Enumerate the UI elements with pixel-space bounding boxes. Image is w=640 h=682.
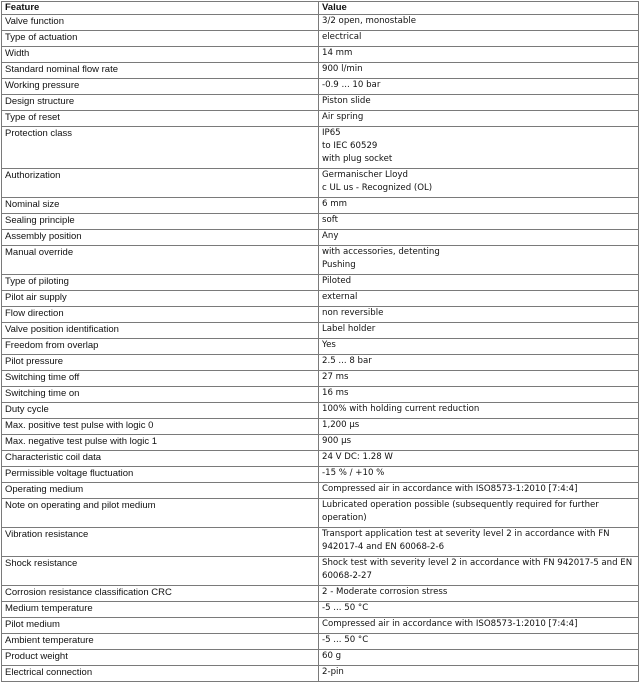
spec-table xyxy=(1,1,639,682)
feature-cell: Protection class xyxy=(2,127,319,169)
value-cell xyxy=(319,403,639,419)
value-line: c UL us - Recognized (OL) xyxy=(322,183,433,193)
table-row xyxy=(2,169,639,198)
value-cell xyxy=(319,246,639,275)
value-line: 60068-2-27 xyxy=(322,571,372,581)
value-line: 14 mm xyxy=(322,48,353,58)
value-line: Germanischer Lloyd xyxy=(322,170,408,180)
value-line: Air spring xyxy=(322,112,364,122)
value-cell xyxy=(319,499,639,528)
value-cell xyxy=(319,339,639,355)
table-row xyxy=(2,403,639,419)
feature-cell: Medium temperature xyxy=(2,602,319,618)
value-line: operation) xyxy=(322,513,367,523)
value-line: 900 µs xyxy=(322,436,352,446)
value-cell xyxy=(319,618,639,634)
value-cell xyxy=(319,355,639,371)
feature-cell: Valve position identification xyxy=(2,323,319,339)
value-line: -15 % / +10 % xyxy=(322,468,385,478)
feature-cell: Shock resistance xyxy=(2,557,319,586)
table-row xyxy=(2,467,639,483)
value-line: Any xyxy=(322,231,339,241)
value-line: -5 ... 50 °C xyxy=(322,603,369,613)
table-row xyxy=(2,198,639,214)
feature-cell: Manual override xyxy=(2,246,319,275)
table-row xyxy=(2,451,639,467)
feature-cell: Electrical connection xyxy=(2,666,319,682)
feature-cell: Switching time off xyxy=(2,371,319,387)
value-cell xyxy=(319,214,639,230)
value-line: Yes xyxy=(322,340,336,350)
table-row xyxy=(2,15,639,31)
table-row xyxy=(2,650,639,666)
value-line: 2.5 ... 8 bar xyxy=(322,356,372,366)
feature-cell: Type of piloting xyxy=(2,275,319,291)
table-row xyxy=(2,371,639,387)
table-row xyxy=(2,95,639,111)
feature-cell: Vibration resistance xyxy=(2,528,319,557)
table-row xyxy=(2,31,639,47)
table-row xyxy=(2,387,639,403)
feature-cell: Max. negative test pulse with logic 1 xyxy=(2,435,319,451)
value-line: 16 ms xyxy=(322,388,349,398)
value-line: 3/2 open, monostable xyxy=(322,16,417,26)
table-row xyxy=(2,419,639,435)
feature-cell: Duty cycle xyxy=(2,403,319,419)
feature-cell: Pilot air supply xyxy=(2,291,319,307)
feature-cell: Note on operating and pilot medium xyxy=(2,499,319,528)
table-row xyxy=(2,483,639,499)
value-cell xyxy=(319,111,639,127)
value-cell xyxy=(319,387,639,403)
feature-cell: Working pressure xyxy=(2,79,319,95)
table-row xyxy=(2,275,639,291)
table-row xyxy=(2,618,639,634)
value-line: Lubricated operation possible (subsequently required for further xyxy=(322,500,599,510)
value-cell xyxy=(319,127,639,169)
table-row xyxy=(2,528,639,557)
value-line: 900 l/min xyxy=(322,64,363,74)
value-line: 100% with holding current reduction xyxy=(322,404,480,414)
feature-cell: Standard nominal flow rate xyxy=(2,63,319,79)
table-row xyxy=(2,291,639,307)
value-line: 2 - Moderate corrosion stress xyxy=(322,587,448,597)
table-row xyxy=(2,355,639,371)
table-row xyxy=(2,339,639,355)
table-row xyxy=(2,586,639,602)
table-row xyxy=(2,435,639,451)
feature-cell: Type of reset xyxy=(2,111,319,127)
feature-cell: Switching time on xyxy=(2,387,319,403)
value-line: with plug socket xyxy=(322,154,393,164)
feature-cell: Corrosion resistance classification CRC xyxy=(2,586,319,602)
value-line: Transport application test at severity level 2 in accordance with FN xyxy=(322,529,610,539)
value-cell xyxy=(319,467,639,483)
value-cell xyxy=(319,586,639,602)
table-row xyxy=(2,499,639,528)
table-row xyxy=(2,47,639,63)
value-line: Compressed air in accordance with ISO8573-1:2010 [7:4:4] xyxy=(322,619,578,629)
value-cell xyxy=(319,666,639,682)
table-row xyxy=(2,557,639,586)
table-row xyxy=(2,666,639,682)
table-row xyxy=(2,111,639,127)
value-column-header: Value xyxy=(319,2,639,15)
feature-cell: Type of actuation xyxy=(2,31,319,47)
value-line: 6 mm xyxy=(322,199,347,209)
feature-cell: Authorization xyxy=(2,169,319,198)
table-row xyxy=(2,79,639,95)
value-line: Piston slide xyxy=(322,96,371,106)
value-cell xyxy=(319,483,639,499)
feature-cell: Valve function xyxy=(2,15,319,31)
value-line: Shock test with severity level 2 in accordance with FN 942017-5 and EN xyxy=(322,558,633,568)
feature-cell: Ambient temperature xyxy=(2,634,319,650)
value-cell xyxy=(319,31,639,47)
value-line: electrical xyxy=(322,32,362,42)
value-cell xyxy=(319,275,639,291)
value-line: -5 ... 50 °C xyxy=(322,635,369,645)
table-row xyxy=(2,214,639,230)
value-line: 27 ms xyxy=(322,372,349,382)
value-cell xyxy=(319,63,639,79)
feature-cell: Permissible voltage fluctuation xyxy=(2,467,319,483)
value-line: Pushing xyxy=(322,260,356,270)
feature-cell: Characteristic coil data xyxy=(2,451,319,467)
feature-cell: Operating medium xyxy=(2,483,319,499)
value-line: 24 V DC: 1.28 W xyxy=(322,452,393,462)
feature-cell: Max. positive test pulse with logic 0 xyxy=(2,419,319,435)
value-cell xyxy=(319,602,639,618)
table-row xyxy=(2,323,639,339)
value-cell xyxy=(319,198,639,214)
value-line: 942017-4 and EN 60068-2-6 xyxy=(322,542,445,552)
value-cell xyxy=(319,419,639,435)
value-line: Label holder xyxy=(322,324,376,334)
value-line: 60 g xyxy=(322,651,342,661)
feature-cell: Sealing principle xyxy=(2,214,319,230)
value-cell xyxy=(319,451,639,467)
value-cell xyxy=(319,95,639,111)
value-cell xyxy=(319,230,639,246)
value-line: IP65 xyxy=(322,128,341,138)
feature-cell: Flow direction xyxy=(2,307,319,323)
value-cell xyxy=(319,557,639,586)
table-row xyxy=(2,63,639,79)
value-cell xyxy=(319,79,639,95)
value-line: external xyxy=(322,292,358,302)
table-row xyxy=(2,634,639,650)
value-cell xyxy=(319,371,639,387)
value-line: Compressed air in accordance with ISO8573-1:2010 [7:4:4] xyxy=(322,484,578,494)
spec-table-body xyxy=(2,15,639,682)
value-cell xyxy=(319,323,639,339)
value-cell xyxy=(319,15,639,31)
value-cell xyxy=(319,435,639,451)
value-line: with accessories, detenting xyxy=(322,247,440,257)
value-cell xyxy=(319,634,639,650)
feature-column-header: Feature xyxy=(2,2,319,15)
value-line: non reversible xyxy=(322,308,384,318)
value-cell xyxy=(319,650,639,666)
feature-cell: Width xyxy=(2,47,319,63)
value-line: 2-pin xyxy=(322,667,344,677)
value-line: to IEC 60529 xyxy=(322,141,378,151)
value-cell xyxy=(319,528,639,557)
value-line: -0.9 ... 10 bar xyxy=(322,80,381,90)
value-line: 1,200 µs xyxy=(322,420,360,430)
table-row xyxy=(2,230,639,246)
value-cell xyxy=(319,291,639,307)
feature-cell: Nominal size xyxy=(2,198,319,214)
feature-cell: Pilot pressure xyxy=(2,355,319,371)
feature-cell: Freedom from overlap xyxy=(2,339,319,355)
feature-cell: Product weight xyxy=(2,650,319,666)
feature-cell: Pilot medium xyxy=(2,618,319,634)
value-cell xyxy=(319,307,639,323)
value-line: soft xyxy=(322,215,338,225)
table-row xyxy=(2,127,639,169)
feature-cell: Design structure xyxy=(2,95,319,111)
table-row xyxy=(2,307,639,323)
header-row xyxy=(2,2,639,15)
value-line: Piloted xyxy=(322,276,352,286)
feature-cell: Assembly position xyxy=(2,230,319,246)
table-row xyxy=(2,246,639,275)
value-cell xyxy=(319,169,639,198)
value-cell xyxy=(319,47,639,63)
table-row xyxy=(2,602,639,618)
